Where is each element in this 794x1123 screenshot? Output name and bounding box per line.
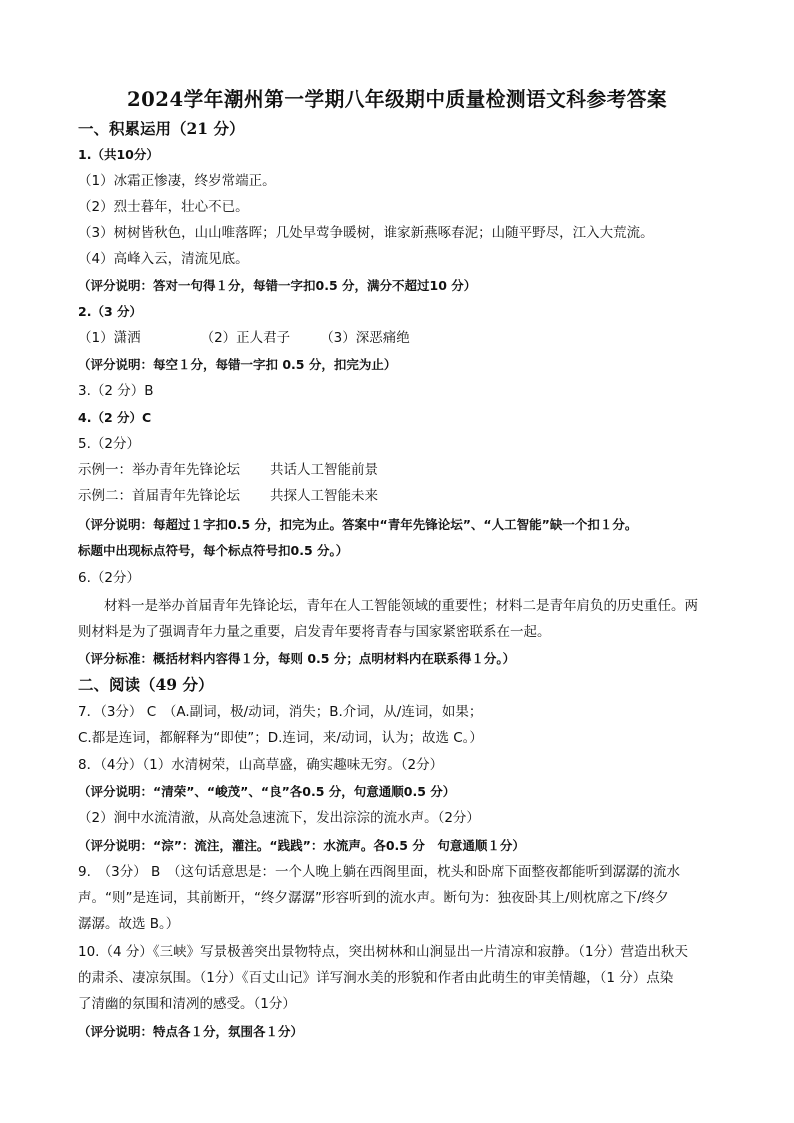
q1-answer-3: （3）树树皆秋色，山山唯落晖；几处早莺争暖树，谁家新燕啄春泥；山随平野尽，江入大荒流。 (78, 225, 654, 241)
q5-example-1-line-a: 示例一：举办青年先锋论坛 (78, 462, 240, 478)
q2-answer-1: （1）潇洒 (78, 330, 141, 346)
q8-answer-line-2: （2）涧中水流清澈，从高处急速流下，发出淙淙的流水声。（2分） (78, 810, 480, 826)
q5-example-1 (78, 460, 378, 480)
q6-label: 6.（2分） (78, 570, 140, 586)
q1-label: 1.（共10分） (78, 147, 159, 162)
q8-answer-line-1: 8．（4分）（1）水清树荣，山高草盛，确实趣味无穷。（2分） (78, 757, 444, 773)
q4-answer: 4.（2 分）C (78, 410, 152, 425)
q1-scoring-note: （评分说明：答对一句得１分，每错一字扣0.5 分，满分不超过10 分） (78, 278, 477, 293)
q2-answer-3: （3）深恶痛绝 (320, 330, 410, 346)
q5-scoring-note-2: 标题中出现标点符号，每个标点符号扣0.5 分。） (78, 543, 349, 558)
q5-example-2-line-a: 示例二：首届青年先锋论坛 (78, 488, 240, 504)
q7-answer-line-1: 7．（3分） C （A.副词，极/动词，消失；B.介词，从/连词，如果； (78, 704, 483, 720)
section-heading-reading: 二、阅读（49 分） (78, 675, 214, 694)
q6-answer-line-1: 材料一是举办首届青年先锋论坛，青年在人工智能领域的重要性；材料二是青年肩负的历史重任。两 (104, 598, 698, 614)
q8-scoring-note-1: （评分说明：“清荣”、“峻茂”、“良”各0.5 分，句意通顺0.5 分） (78, 784, 456, 799)
q2-label: 2.（3 分） (78, 304, 142, 319)
q5-label: 5.（2分） (78, 436, 140, 452)
q8-scoring-note-2: （评分说明：“淙”：流注，灌注。“践践”：水流声。各0.5 分 句意通顺１分） (78, 838, 525, 853)
q5-example-2-line-b: 共探人工智能未来 (270, 488, 378, 504)
q10-answer-line-2: 的肃杀、凄凉氛围。（1分）《百丈山记》详写涧水美的形貌和作者由此萌生的审美情趣，（1 分）点染 (78, 970, 674, 986)
q10-answer-line-3: 了清幽的氛围和清冽的感受。（1分） (78, 996, 296, 1012)
q1-answer-2: （2）烈士暮年，壮心不已。 (78, 199, 249, 215)
q1-answer-1: （1）冰霜正惨凄，终岁常端正。 (78, 173, 276, 189)
q10-scoring-note: （评分说明：特点各１分，氛围各１分） (78, 1024, 304, 1039)
q5-example-1-line-b: 共话人工智能前景 (270, 462, 378, 478)
q5-example-2 (78, 486, 378, 506)
q5-scoring-note-1: （评分说明：每超过１字扣0.5 分，扣完为止。答案中“青年先锋论坛”、“人工智能”缺一个扣１分。 (78, 517, 638, 532)
q10-answer-line-1: 10.（4 分）《三峡》写景极善突出景物特点，突出树林和山涧显出一片清凉和寂静。（1分）营造出秋天 (78, 944, 688, 960)
q9-answer-line-1: 9. （3分） B （这句话意思是：一个人晚上躺在西阁里面，枕头和卧席下面整夜都能听到潺潺的流水 (78, 864, 681, 880)
q2-answer-2: （2）正人君子 (200, 330, 291, 346)
q1-answer-4: （4）高峰入云，清流见底。 (78, 251, 249, 267)
q9-answer-line-2: 声。“则”是连词，其前断开，“终夕潺潺”形容听到的流水声。断句为：独夜卧其上/则枕席之下/终夕 (78, 890, 669, 906)
page-title: 2024学年潮州第一学期八年级期中质量检测语文科参考答案 (126, 88, 668, 111)
q6-scoring-note: （评分标准：概括材料内容得１分，每则 0.5 分；点明材料内在联系得１分。） (78, 651, 516, 666)
section-heading-accumulation: 一、积累运用（21 分） (78, 119, 245, 138)
q6-answer-line-2: 则材料是为了强调青年力量之重要，启发青年要将青春与国家紧密联系在一起。 (78, 624, 551, 640)
q2-answers (78, 328, 410, 348)
q3-answer: 3.（2 分）B (78, 383, 154, 399)
q9-answer-line-3: 潺潺。故选 B。） (78, 916, 180, 932)
q7-answer-line-2: C.都是连词，都解释为“即使”；D.连词，来/动词，认为；故选 C。） (78, 730, 483, 746)
q2-scoring-note: （评分说明：每空１分，每错一字扣 0.5 分，扣完为止） (78, 357, 397, 372)
